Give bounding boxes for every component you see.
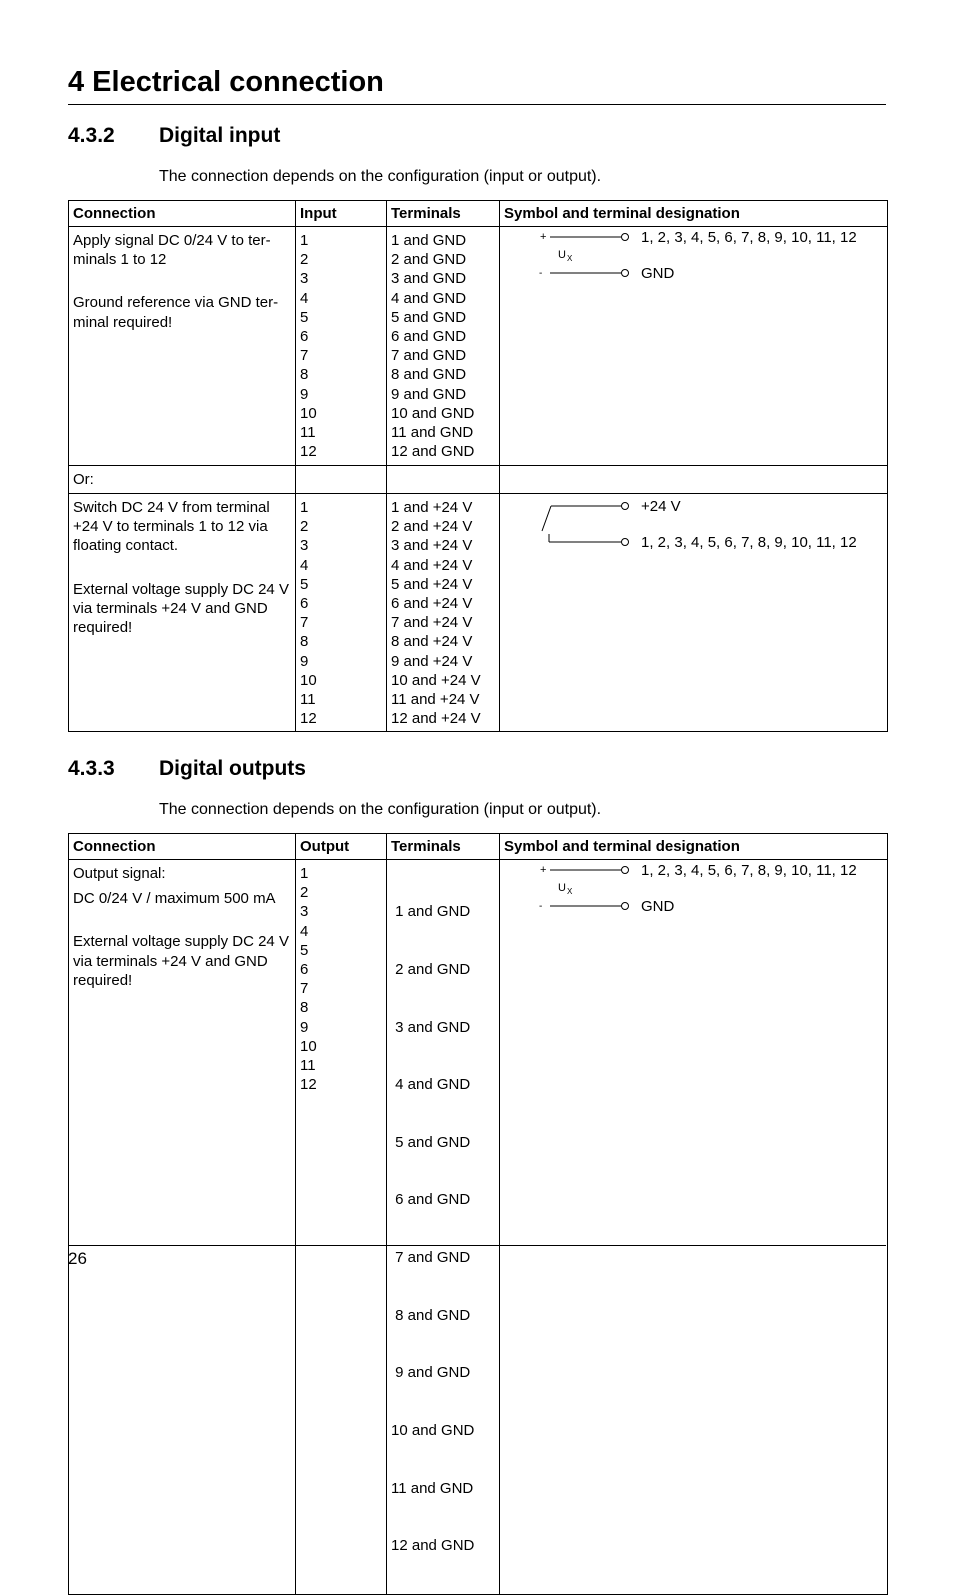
list-item: 10 and +24 V xyxy=(391,671,481,689)
table-header-row xyxy=(69,834,888,860)
list-item: 9 and GND xyxy=(391,385,467,403)
list-item: 11 xyxy=(300,691,316,709)
list-item: 9 xyxy=(300,1018,309,1036)
connection-cell xyxy=(69,494,296,732)
terminal-circle xyxy=(622,539,629,546)
list-item: 12 and GND xyxy=(391,1537,475,1555)
voltage-source-symbol xyxy=(500,227,886,287)
connection-text: Output signal: xyxy=(73,865,166,882)
table-header-row xyxy=(69,201,888,227)
list-item: 2 xyxy=(300,251,309,269)
header-cell: Terminals xyxy=(387,834,500,860)
list-item: 8 and GND xyxy=(391,366,467,384)
section-number: 4.3.2 xyxy=(68,124,115,147)
terminal-circle xyxy=(622,270,629,277)
list-item: 10 and GND xyxy=(391,1421,475,1439)
list-item: 3 xyxy=(300,537,309,555)
header-cell: Terminals xyxy=(387,201,500,227)
header-cell: Connection xyxy=(69,834,296,860)
table-row xyxy=(69,860,888,1595)
list-item: 1 and +24 V xyxy=(391,499,473,516)
terminal-circle xyxy=(622,867,629,874)
symbol-cell xyxy=(500,860,888,1595)
connection-signal: DC 0/24 V / maximum 500 mA xyxy=(73,890,276,908)
terminal-circle xyxy=(622,903,629,910)
list-item: 5 xyxy=(300,941,309,959)
list-item: 5 and GND xyxy=(391,308,467,326)
terminal-label-top: +24 V xyxy=(641,498,681,515)
list-item: 11 and GND xyxy=(391,1479,474,1497)
list-item: 9 and +24 V xyxy=(391,652,473,670)
empty-cell xyxy=(296,466,387,494)
connection-cell xyxy=(69,227,296,466)
list-item: 2 and GND xyxy=(391,961,471,979)
list-item: 1 and GND xyxy=(391,903,471,921)
header-cell: Connection xyxy=(69,201,296,227)
list-item: 12 xyxy=(300,1076,317,1094)
or-cell: Or: xyxy=(69,466,296,494)
list-item: 5 and +24 V xyxy=(391,575,473,593)
switch-contact-symbol xyxy=(500,494,886,554)
section-title: Digital outputs xyxy=(159,757,306,780)
terminal-label-bottom: 1, 2, 3, 4, 5, 6, 7, 8, 9, 10, 11, 12 xyxy=(641,534,857,551)
list-item: 11 xyxy=(300,1057,316,1075)
list-item: 11 and +24 V xyxy=(391,691,480,709)
list-item: 4 and GND xyxy=(391,289,467,307)
header-cell: Symbol and terminal designation xyxy=(500,201,888,227)
table-row xyxy=(69,227,888,466)
list-item: 7 and +24 V xyxy=(391,614,473,632)
list-item: 3 and GND xyxy=(391,270,467,288)
list-item: 6 and GND xyxy=(391,328,467,346)
list-item: 4 xyxy=(300,556,309,574)
list-item: 9 and GND xyxy=(391,1364,471,1382)
digital-outputs-table xyxy=(68,833,888,1595)
empty-cell xyxy=(387,466,500,494)
terminals-cell xyxy=(387,494,500,732)
section-intro: The connection depends on the configuration (input or output). xyxy=(159,801,602,818)
header-rule xyxy=(68,104,886,105)
terminal-label-top: 1, 2, 3, 4, 5, 6, 7, 8, 9, 10, 11, 12 xyxy=(641,862,857,879)
list-item: 7 xyxy=(300,347,309,365)
input-cell xyxy=(296,227,387,466)
list-item: 6 and GND xyxy=(391,1191,471,1209)
footer-rule xyxy=(68,1245,886,1246)
list-item: 12 xyxy=(300,443,317,461)
terminal-label-bottom: GND xyxy=(641,898,675,915)
terminal-label-bottom: GND xyxy=(641,265,675,282)
digital-input-table xyxy=(68,200,888,732)
list-item: 1 and GND xyxy=(391,232,467,249)
list-item: 1 xyxy=(300,499,309,516)
list-item: 2 and +24 V xyxy=(391,518,473,536)
header-cell: Output xyxy=(296,834,387,860)
list-item: 6 xyxy=(300,961,309,979)
output-cell xyxy=(296,860,387,1595)
minus-sign: - xyxy=(539,268,543,279)
section-intro: The connection depends on the configuration (input or output). xyxy=(159,168,602,185)
list-item: 3 and +24 V xyxy=(391,537,473,555)
list-item: 5 xyxy=(300,308,309,326)
list-item: 8 xyxy=(300,633,309,651)
section-heading-digital-input xyxy=(68,124,280,148)
connection-note: External voltage supply DC 24 V via terminals +24 V and GND required! xyxy=(73,933,289,989)
list-item: 9 xyxy=(300,652,309,670)
list-item: 2 xyxy=(300,884,309,902)
voltage-x-subscript: X xyxy=(567,887,573,896)
list-item: 7 xyxy=(300,614,309,632)
plus-sign: + xyxy=(540,864,547,876)
list-item: 10 and GND xyxy=(391,404,475,422)
section-heading-digital-outputs xyxy=(68,757,306,781)
list-item: 10 xyxy=(300,671,317,689)
input-cell xyxy=(296,494,387,732)
list-item: 11 xyxy=(300,424,316,442)
list-item: 4 and +24 V xyxy=(391,556,473,574)
list-item: 3 xyxy=(300,903,309,921)
list-item: 6 xyxy=(300,328,309,346)
list-item: 3 xyxy=(300,270,309,288)
switch-contact-icon xyxy=(542,506,551,531)
minus-sign: - xyxy=(539,901,543,912)
header-cell: Input xyxy=(296,201,387,227)
terminal-circle xyxy=(622,234,629,241)
symbol-cell xyxy=(500,227,888,466)
list-item: 8 and GND xyxy=(391,1306,471,1324)
table-row xyxy=(69,494,888,732)
list-item: 5 xyxy=(300,575,309,593)
connection-text: Switch DC 24 V from terminal +24 V to terminals 1 to 12 via floating contact. xyxy=(73,499,270,555)
voltage-source-symbol xyxy=(500,860,886,920)
list-item: 3 and GND xyxy=(391,1018,471,1036)
list-item: 2 and GND xyxy=(391,251,467,269)
list-item: 11 and GND xyxy=(391,424,474,442)
voltage-u-label: U xyxy=(558,882,566,894)
list-item: 12 and GND xyxy=(391,443,475,461)
section-title: Digital input xyxy=(159,124,281,147)
list-item: 4 xyxy=(300,922,309,940)
connection-note: Ground reference via GND ter-minal required! xyxy=(73,294,279,331)
list-item: 5 and GND xyxy=(391,1133,471,1151)
list-item: 2 xyxy=(300,518,309,536)
list-item: 7 and GND xyxy=(391,1249,471,1267)
list-item: 10 xyxy=(300,1037,317,1055)
list-item: 12 xyxy=(300,710,317,728)
list-item: 4 and GND xyxy=(391,1076,471,1094)
table-row xyxy=(69,466,888,494)
list-item: 7 and GND xyxy=(391,347,467,365)
voltage-u-label: U xyxy=(558,249,566,261)
voltage-x-subscript: X xyxy=(567,254,573,263)
chapter-title: 4 Electrical connection xyxy=(68,66,384,98)
terminals-cell xyxy=(387,227,500,466)
list-item: 8 xyxy=(300,366,309,384)
terminal-circle xyxy=(622,503,629,510)
header-cell: Symbol and terminal designation xyxy=(500,834,888,860)
section-number: 4.3.3 xyxy=(68,757,115,780)
list-item: 6 xyxy=(300,595,309,613)
plus-sign: + xyxy=(540,231,547,243)
empty-cell xyxy=(500,466,888,494)
connection-note: External voltage supply DC 24 V via terminals +24 V and GND required! xyxy=(73,580,289,637)
terminal-label-top: 1, 2, 3, 4, 5, 6, 7, 8, 9, 10, 11, 12 xyxy=(641,229,857,246)
list-item: 12 and +24 V xyxy=(391,710,481,728)
list-item: 8 xyxy=(300,999,309,1017)
list-item: 4 xyxy=(300,289,309,307)
symbol-cell xyxy=(500,494,888,732)
list-item: 7 xyxy=(300,980,309,998)
connection-text: Apply signal DC 0/24 V to ter-minals 1 to 12 xyxy=(73,232,271,269)
list-item: 6 and +24 V xyxy=(391,595,473,613)
page-number: 26 xyxy=(68,1249,87,1268)
list-item: 1 xyxy=(300,232,309,249)
connection-cell xyxy=(69,860,296,1595)
list-item: 1 xyxy=(300,865,309,882)
list-item: 10 xyxy=(300,404,317,422)
list-item: 9 xyxy=(300,385,309,403)
terminals-cell xyxy=(387,860,500,1595)
list-item: 8 and +24 V xyxy=(391,633,473,651)
